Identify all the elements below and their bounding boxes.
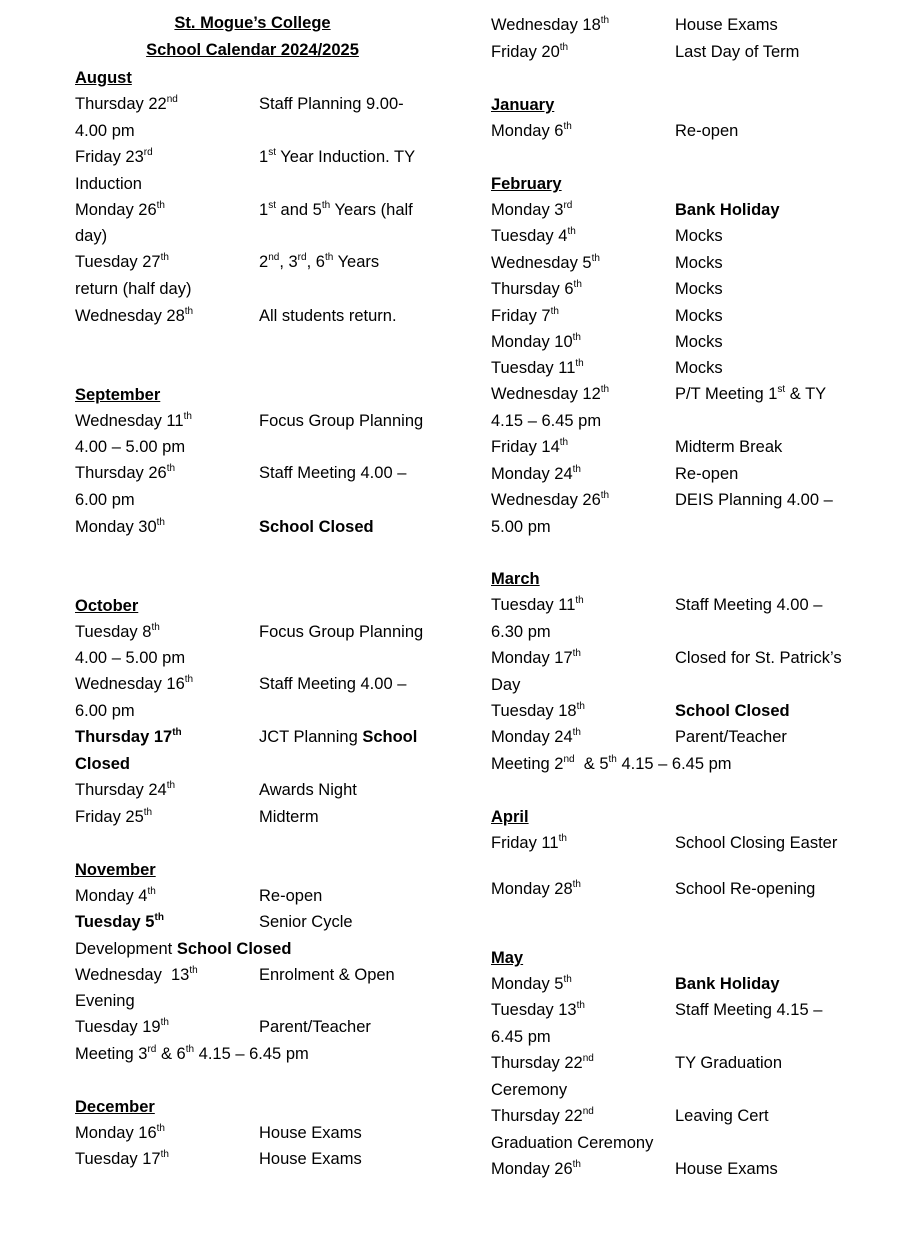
- date-apr-11: Friday 11th: [491, 832, 567, 852]
- event-nov-19: Parent/Teacher: [259, 1018, 371, 1036]
- date-may-22-b: Thursday 22nd: [491, 1105, 594, 1125]
- date-sep-30: Monday 30th: [75, 516, 165, 536]
- month-heading-august: August: [75, 69, 132, 87]
- date-feb-10: Monday 10th: [491, 331, 581, 351]
- date-oct-8: Tuesday 8th: [75, 621, 160, 641]
- event-feb-7: Mocks: [675, 307, 723, 325]
- event-mar-11-cont: 6.30 pm: [491, 623, 551, 641]
- event-aug-23-cont: Induction: [75, 175, 142, 193]
- date-mar-11: Tuesday 11th: [491, 594, 584, 614]
- event-dec-16: House Exams: [259, 1124, 362, 1142]
- date-oct-24: Thursday 24th: [75, 779, 176, 799]
- date-dec-20: Friday 20th: [491, 41, 569, 61]
- month-heading-november: November: [75, 861, 156, 879]
- event-aug-28: All students return.: [259, 307, 397, 325]
- event-oct-17-cont: Closed: [75, 755, 131, 773]
- date-nov-4: Monday 4th: [75, 885, 156, 905]
- date-aug-28: Wednesday 28th: [75, 305, 194, 325]
- event-sep-26-cont: 6.00 pm: [75, 491, 135, 509]
- event-nov-19-cont: Meeting 3rd & 6th 4.15 – 6.45 pm: [75, 1043, 309, 1063]
- event-dec-18: House Exams: [675, 16, 778, 34]
- event-sep-11: Focus Group Planning: [259, 412, 424, 430]
- date-dec-18: Wednesday 18th: [491, 14, 610, 34]
- event-mar-17: Closed for St. Patrick’s: [675, 649, 842, 667]
- date-may-5: Monday 5th: [491, 973, 572, 993]
- event-dec-20: Last Day of Term: [675, 43, 800, 61]
- event-feb-26-cont: 5.00 pm: [491, 518, 551, 536]
- event-jan-6: Re-open: [675, 122, 739, 140]
- event-feb-4: Mocks: [675, 227, 723, 245]
- event-feb-12-cont: 4.15 – 6.45 pm: [491, 412, 602, 430]
- event-aug-26-cont: day): [75, 227, 108, 245]
- date-oct-16: Wednesday 16th: [75, 673, 194, 693]
- date-dec-16: Monday 16th: [75, 1122, 165, 1142]
- event-feb-6: Mocks: [675, 280, 723, 298]
- date-aug-23: Friday 23rd: [75, 146, 153, 166]
- event-may-22-b-cont: Graduation Ceremony: [491, 1134, 654, 1152]
- event-may-5: Bank Holiday: [675, 975, 780, 993]
- event-feb-26: DEIS Planning 4.00 –: [675, 491, 833, 509]
- date-feb-7: Friday 7th: [491, 305, 559, 325]
- event-oct-17: JCT Planning School: [259, 728, 418, 746]
- event-mar-18: School Closed: [675, 702, 790, 720]
- event-oct-8-cont: 4.00 – 5.00 pm: [75, 649, 186, 667]
- event-mar-24-cont: Meeting 2nd & 5th 4.15 – 6.45 pm: [491, 753, 732, 773]
- event-may-22-a: TY Graduation: [675, 1054, 783, 1072]
- date-apr-28: Monday 28th: [491, 878, 581, 898]
- document-subtitle: School Calendar 2024/2025: [146, 41, 359, 59]
- date-feb-11: Tuesday 11th: [491, 357, 584, 377]
- date-dec-17: Tuesday 17th: [75, 1148, 169, 1168]
- document-title: St. Mogue’s College: [174, 14, 331, 32]
- date-jan-6: Monday 6th: [491, 120, 572, 140]
- date-feb-24: Monday 24th: [491, 463, 581, 483]
- event-nov-13-cont: Evening: [75, 992, 135, 1010]
- date-nov-19: Tuesday 19th: [75, 1016, 169, 1036]
- date-may-22-a: Thursday 22nd: [491, 1052, 594, 1072]
- month-heading-april: April: [491, 808, 529, 826]
- event-may-22-b: Leaving Cert: [675, 1107, 769, 1125]
- event-sep-26: Staff Meeting 4.00 –: [259, 464, 407, 482]
- event-oct-24: Awards Night: [259, 781, 357, 799]
- event-feb-5: Mocks: [675, 254, 723, 272]
- event-feb-10: Mocks: [675, 333, 723, 351]
- date-may-13: Tuesday 13th: [491, 999, 585, 1019]
- event-nov-5-cont: Development School Closed: [75, 940, 292, 958]
- date-oct-25: Friday 25th: [75, 806, 153, 826]
- event-aug-26: 1st and 5th Years (half: [259, 199, 413, 219]
- month-heading-january: January: [491, 96, 555, 114]
- event-feb-14: Midterm Break: [675, 438, 783, 456]
- date-mar-17: Monday 17th: [491, 647, 581, 667]
- event-may-22-a-cont: Ceremony: [491, 1081, 568, 1099]
- month-heading-september: September: [75, 386, 161, 404]
- event-feb-3: Bank Holiday: [675, 201, 780, 219]
- event-feb-11: Mocks: [675, 359, 723, 377]
- date-oct-17: Thursday 17th: [75, 726, 182, 746]
- date-sep-26: Thursday 26th: [75, 462, 176, 482]
- date-may-26: Monday 26th: [491, 1158, 581, 1178]
- date-nov-13: Wednesday 13th: [75, 964, 198, 984]
- date-aug-26: Monday 26th: [75, 199, 165, 219]
- date-feb-26: Wednesday 26th: [491, 489, 610, 509]
- event-aug-27-cont: return (half day): [75, 280, 192, 298]
- date-feb-14: Friday 14th: [491, 436, 569, 456]
- event-dec-17: House Exams: [259, 1150, 362, 1168]
- event-nov-4: Re-open: [259, 887, 323, 905]
- event-aug-23: 1st Year Induction. TY: [259, 146, 416, 166]
- event-mar-11: Staff Meeting 4.00 –: [675, 596, 823, 614]
- event-feb-24: Re-open: [675, 465, 739, 483]
- date-feb-12: Wednesday 12th: [491, 383, 610, 403]
- event-sep-11-cont: 4.00 – 5.00 pm: [75, 438, 186, 456]
- date-sep-11: Wednesday 11th: [75, 410, 192, 430]
- date-feb-4: Tuesday 4th: [491, 225, 576, 245]
- date-mar-18: Tuesday 18th: [491, 700, 585, 720]
- event-aug-22: Staff Planning 9.00-: [259, 95, 404, 113]
- event-may-13: Staff Meeting 4.15 –: [675, 1001, 823, 1019]
- event-apr-28: School Re-opening: [675, 880, 816, 898]
- date-aug-22: Thursday 22nd: [75, 93, 178, 113]
- event-may-26: House Exams: [675, 1160, 778, 1178]
- event-aug-22-cont: 4.00 pm: [75, 122, 135, 140]
- date-nov-5: Tuesday 5th: [75, 911, 164, 931]
- event-feb-12: P/T Meeting 1st & TY: [675, 383, 827, 403]
- event-mar-24: Parent/Teacher: [675, 728, 787, 746]
- month-heading-october: October: [75, 597, 139, 615]
- event-oct-16-cont: 6.00 pm: [75, 702, 135, 720]
- date-feb-5: Wednesday 5th: [491, 252, 600, 272]
- date-mar-24: Monday 24th: [491, 726, 581, 746]
- event-nov-13: Enrolment & Open: [259, 966, 395, 984]
- event-oct-16: Staff Meeting 4.00 –: [259, 675, 407, 693]
- month-heading-february: February: [491, 175, 562, 193]
- event-may-13-cont: 6.45 pm: [491, 1028, 551, 1046]
- date-feb-6: Thursday 6th: [491, 278, 582, 298]
- event-aug-27: 2nd, 3rd, 6th Years: [259, 251, 380, 271]
- event-sep-30: School Closed: [259, 518, 374, 536]
- date-feb-3: Monday 3rd: [491, 199, 573, 219]
- month-heading-december: December: [75, 1098, 155, 1116]
- event-oct-8: Focus Group Planning: [259, 623, 424, 641]
- event-nov-5: Senior Cycle: [259, 913, 353, 931]
- month-heading-march: March: [491, 570, 540, 588]
- event-apr-11: School Closing Easter: [675, 834, 838, 852]
- event-mar-17-cont: Day: [491, 676, 521, 694]
- event-oct-25: Midterm: [259, 808, 319, 826]
- month-heading-may: May: [491, 949, 524, 967]
- date-aug-27: Tuesday 27th: [75, 251, 169, 271]
